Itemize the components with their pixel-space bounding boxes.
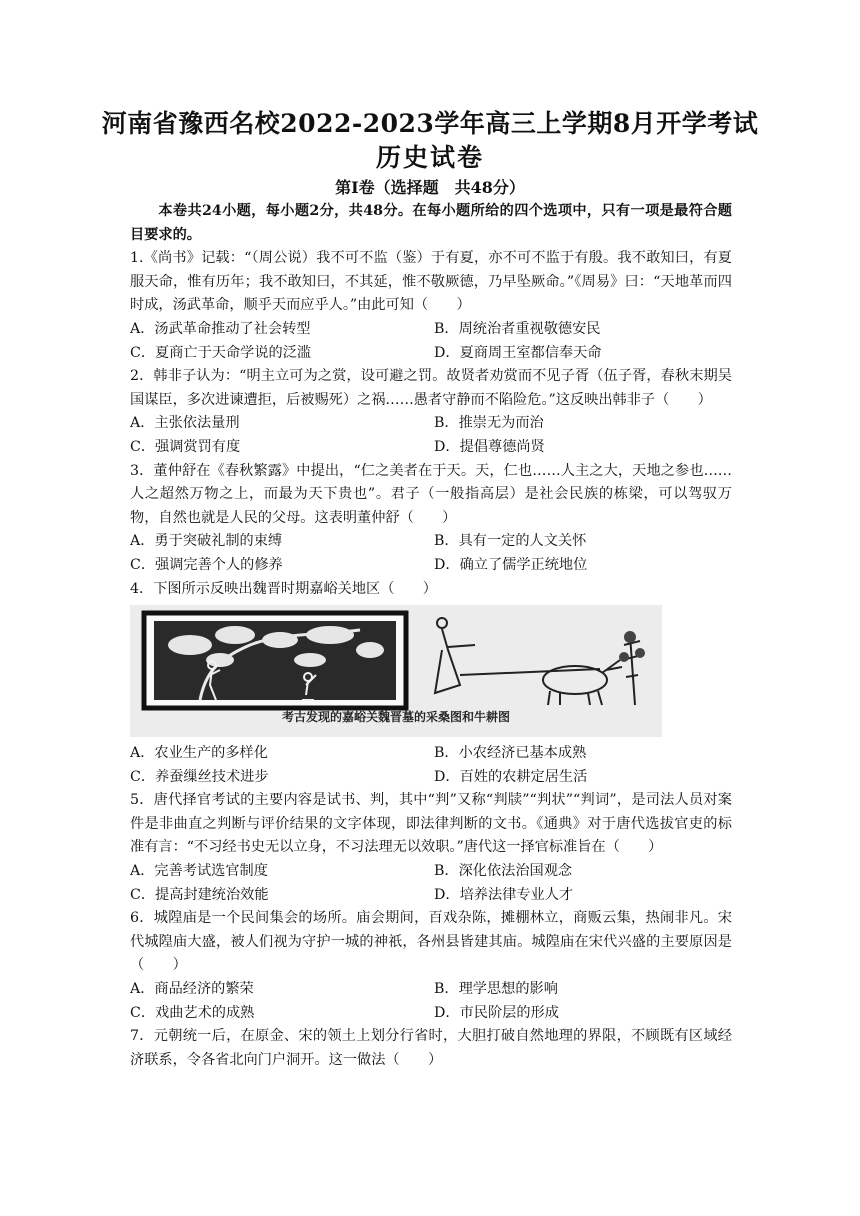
question-5-option-d: D．培养法律专业人才 (434, 886, 574, 903)
question-4-option-c: C．养蚕缫丝技术进步 (130, 768, 269, 785)
question-4-option-d: D．百姓的农耕定居生活 (434, 768, 588, 785)
question-6-option-d: D．市民阶层的形成 (434, 1004, 559, 1021)
question-3-option-a: A．勇于突破礼制的束缚 (130, 533, 283, 550)
question-7-stem: 7．元朝统一后，在原金、宋的领土上划分行省时，大胆打破自然地理的界限，不顾既有区域经济联系，令各省北向门户洞开。这一做法（ ） (130, 1028, 732, 1068)
question-4-option-a: A．农业生产的多样化 (130, 745, 268, 762)
exam-subject: 历史试卷 (375, 143, 484, 172)
question-1-stem: 1.《尚书》记载：“（周公说）我不可不监（鉴）于有夏，亦不可不监于有殷。我不敢知曰，有夏服天命，惟有历年；我不敢知曰，不其延，惟不敬厥德，乃早坠厥命。”《周易》曰：“天地革而四时成，汤武革命，顺乎天而应乎人。”由此可知（ ） (130, 250, 732, 314)
question-2-option-b: B．推崇无为而治 (434, 415, 544, 432)
question-4-stem: 4．下图所示反映出魏晋时期嘉峪关地区（ ） (130, 580, 437, 597)
question-5-option-c: C．提高封建统治效能 (130, 886, 269, 903)
question-6-option-c: C．戏曲艺术的成熟 (130, 1004, 255, 1021)
instructions: 本卷共24小题，每小题2分，共48分。在每小题所给的四个选项中，只有一项是最符合题目要求的。 (130, 203, 732, 243)
question-2-options (130, 412, 732, 459)
question-1-option-d: D．夏商周王室都信奉天命 (434, 344, 602, 361)
tomb-mural-figure (130, 605, 662, 737)
question-6-options (130, 978, 732, 1025)
ploughing-scene (435, 618, 642, 705)
question-2-option-a: A．主张依法量刑 (130, 415, 240, 432)
figure-caption: 考古发现的嘉峪关魏晋墓的采桑图和牛耕图 (281, 709, 510, 724)
question-5-options (130, 860, 732, 907)
question-2-option-c: C．强调赏罚有度 (130, 438, 241, 455)
question-3-stem: 3．董仲舒在《春秋繁露》中提出，“仁之美者在于天。天，仁也……人主之大，天地之参也……人之超然万物之上，而最为天下贵也”。君子（一般指高层）是社会民族的栋梁，可以驾驭万物，自然也就是人民的父母。这表明董仲舒（ ） (130, 462, 732, 526)
question-2-option-d: D．提倡尊德尚贤 (434, 438, 545, 455)
question-5-stem: 5．唐代择官考试的主要内容是试书、判，其中“判”又称“判牍”“判状”“判词”，是司法人员对案件是非曲直之判断与评价结果的文字体现，即法律判断的文书。《通典》对于唐代选拔官吏的标准有言：“不习经书史无以立身，不习法理无以效职。”唐代这一择官标准旨在（ ） (130, 792, 732, 856)
question-6-stem: 6．城隍庙是一个民间集会的场所。庙会期间，百戏杂陈，摊棚林立，商贩云集，热闹非凡。宋代城隍庙大盛，被人们视为守护一城的神祇，各州县皆建其庙。城隍庙在宋代兴盛的主要原因是（ ） (130, 910, 732, 974)
question-3-options (130, 530, 732, 577)
question-3-option-c: C．强调完善个人的修养 (130, 556, 283, 573)
question-2-stem: 2．韩非子认为：“明主立可为之赏，设可避之罚。故贤者劝赏而不见子胥（伍子胥，春秋末期吴国谋臣，多次进谏遭拒，后被赐死）之祸……愚者守静而不陷险危。”这反映出韩非子（ ） (130, 368, 732, 408)
section-heading: 第Ⅰ卷（选择题 共48分） (335, 178, 525, 197)
question-5-option-a: A．完善考试选官制度 (130, 863, 268, 880)
exam-title: 河南省豫西名校2022-2023学年高三上学期8月开学考试 (101, 109, 759, 138)
question-3-option-d: D．确立了儒学正统地位 (434, 556, 588, 573)
question-4-option-b: B．小农经济已基本成熟 (434, 745, 587, 762)
question-1-options (130, 318, 732, 365)
question-3-option-b: B．具有一定的人文关怀 (434, 533, 587, 550)
question-6-option-b: B．理学思想的影响 (434, 981, 558, 998)
question-4-options (130, 742, 732, 789)
question-1-option-a: A．汤武革命推动了社会转型 (130, 320, 311, 337)
question-5-option-b: B．深化依法治国观念 (434, 863, 573, 880)
question-6-option-a: A．商品经济的繁荣 (130, 981, 254, 998)
question-1-option-c: C．夏商亡于天命学说的泛滥 (130, 344, 312, 361)
question-1-option-b: B．周统治者重视敬德安民 (434, 320, 601, 337)
exam-content (130, 200, 732, 1072)
